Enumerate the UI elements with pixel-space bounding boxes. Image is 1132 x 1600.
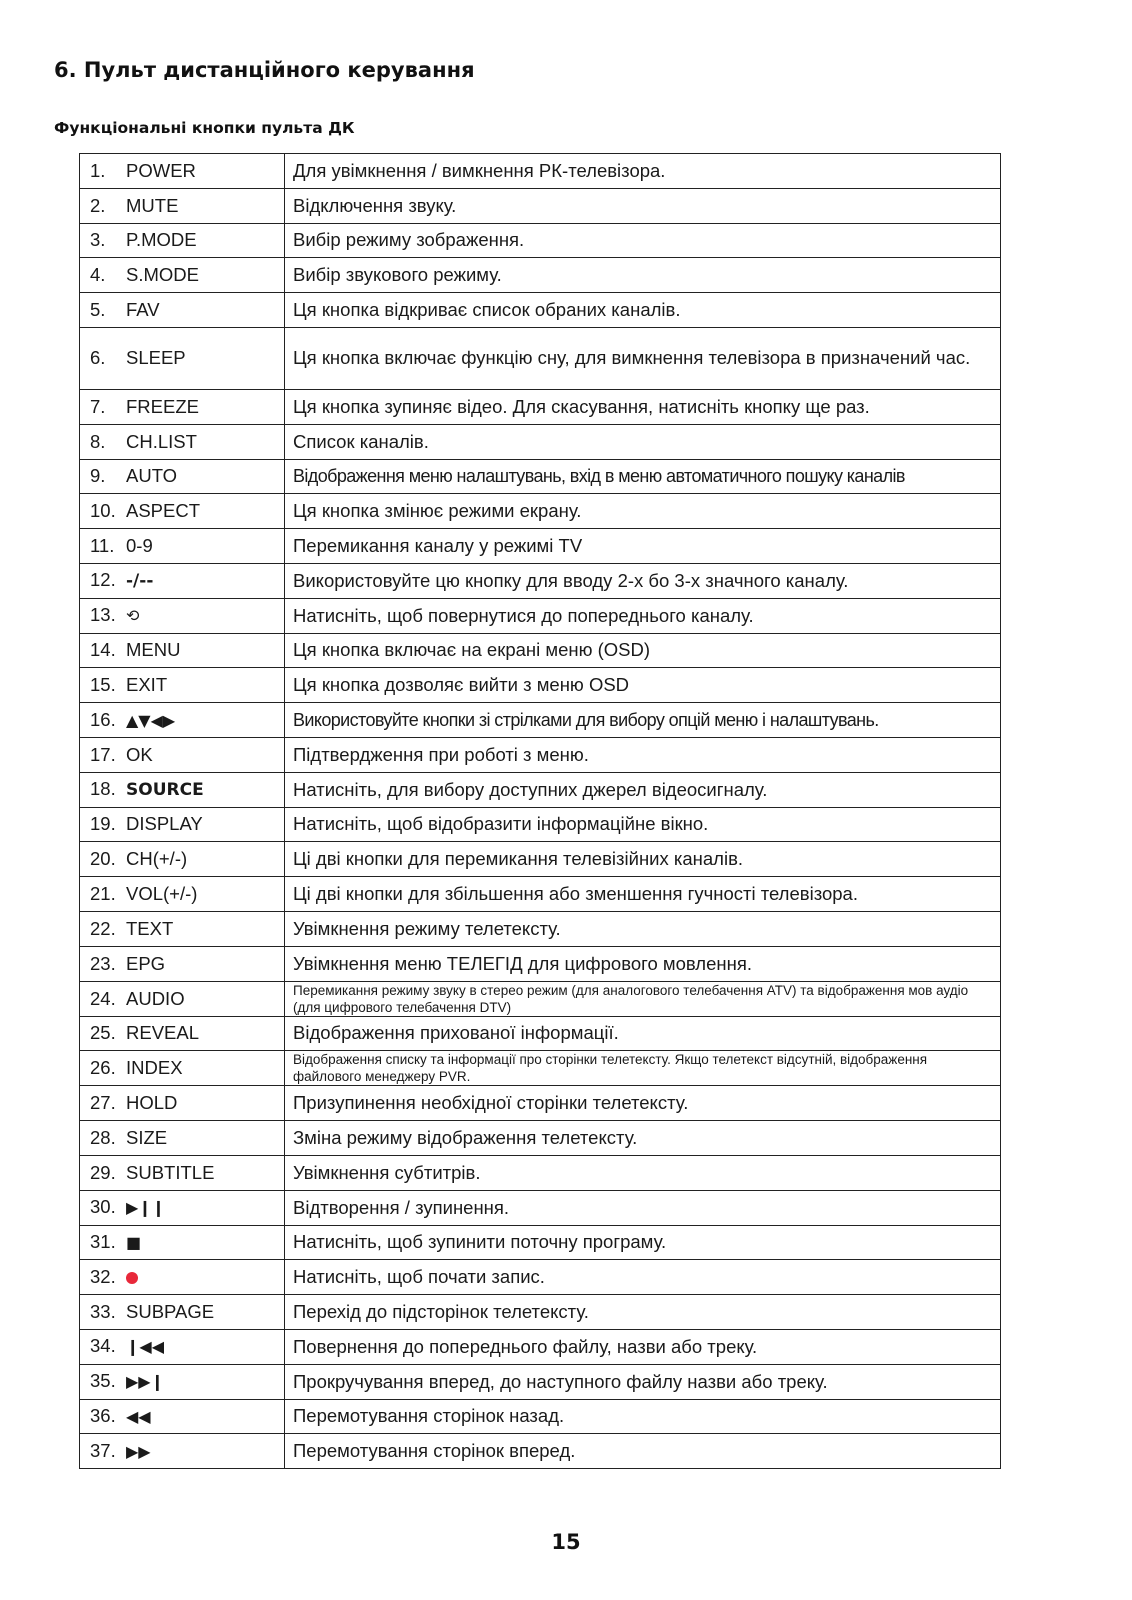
row-number: 35. xyxy=(90,1370,116,1392)
key-cell xyxy=(80,842,285,877)
table-row xyxy=(80,598,1001,633)
row-number: 9. xyxy=(90,465,106,487)
table-row xyxy=(80,494,1001,529)
key-label: FREEZE xyxy=(126,395,199,417)
description-cell: Відключення звуку. xyxy=(285,188,1001,223)
description-cell: Увімкнення режиму телетексту. xyxy=(285,911,1001,946)
table-row xyxy=(80,223,1001,258)
key-cell xyxy=(80,737,285,772)
description-cell: Використовуйте кнопки зі стрілками для вибору опцій меню і налаштувань. xyxy=(285,703,1001,738)
key-cell xyxy=(80,703,285,738)
key-cell xyxy=(80,911,285,946)
table-row xyxy=(80,703,1001,738)
description-cell: Перехід до підсторінок телетексту. xyxy=(285,1295,1001,1330)
key-label: DISPLAY xyxy=(126,813,203,835)
description-cell: Для увімкнення / вимкнення РК-телевізора. xyxy=(285,154,1001,189)
record-dot-icon xyxy=(126,1272,138,1284)
key-label: S.MODE xyxy=(126,264,199,286)
table-row xyxy=(80,1155,1001,1190)
key-label: CH(+/-) xyxy=(126,848,188,870)
key-cell xyxy=(80,807,285,842)
page-number: 15 xyxy=(551,1530,581,1554)
row-number: 36. xyxy=(90,1404,116,1426)
row-number: 25. xyxy=(90,1022,116,1044)
table-row xyxy=(80,1190,1001,1225)
description-cell: Увімкнення субтитрів. xyxy=(285,1155,1001,1190)
description-cell: Ця кнопка включає функцію сну, для вимкнення телевізора в призначений час. xyxy=(285,327,1001,389)
key-label: HOLD xyxy=(126,1092,178,1114)
table-row xyxy=(80,1225,1001,1260)
key-cell xyxy=(80,1051,285,1086)
key-cell xyxy=(80,668,285,703)
row-number: 5. xyxy=(90,299,106,321)
key-label: ▶▶❙ xyxy=(126,1372,165,1392)
row-number: 14. xyxy=(90,639,116,661)
row-number: 34. xyxy=(90,1335,116,1357)
table-row xyxy=(80,668,1001,703)
key-cell xyxy=(80,494,285,529)
table-row xyxy=(80,1121,1001,1156)
key-label: ⟲ xyxy=(126,606,140,626)
key-label: INDEX xyxy=(126,1057,183,1079)
description-cell: Призупинення необхідної сторінки телетексту. xyxy=(285,1086,1001,1121)
key-cell xyxy=(80,389,285,424)
row-number: 33. xyxy=(90,1301,116,1322)
table-row xyxy=(80,293,1001,328)
key-cell xyxy=(80,1364,285,1399)
row-number: 27. xyxy=(90,1092,116,1114)
description-cell: Ця кнопка відкриває список обраних каналів. xyxy=(285,293,1001,328)
row-number: 29. xyxy=(90,1161,116,1183)
description-cell: Натисніть, щоб відобразити інформаційне вікно. xyxy=(285,807,1001,842)
description-cell: Ця кнопка змінює режими екрану. xyxy=(285,494,1001,529)
row-number: 11. xyxy=(90,535,115,557)
key-label: ASPECT xyxy=(126,500,201,522)
description-cell: Ця кнопка включає на екрані меню (OSD) xyxy=(285,633,1001,668)
key-cell xyxy=(80,154,285,189)
key-label: 0-9 xyxy=(126,535,153,557)
description-cell: Використовуйте цю кнопку для вводу 2-х бо 3-х значного каналу. xyxy=(285,563,1001,598)
key-label: -/-- xyxy=(126,571,154,592)
row-number: 15. xyxy=(90,674,116,696)
row-number: 28. xyxy=(90,1127,116,1149)
key-cell xyxy=(80,258,285,293)
table-row xyxy=(80,1086,1001,1121)
row-number: 22. xyxy=(90,917,116,939)
key-label: AUDIO xyxy=(126,987,185,1009)
key-label: SIZE xyxy=(126,1127,168,1149)
table-row xyxy=(80,1295,1001,1330)
key-label: ▶▶ xyxy=(126,1441,151,1461)
table-row xyxy=(80,911,1001,946)
key-cell xyxy=(80,772,285,807)
key-label: REVEAL xyxy=(126,1022,200,1044)
description-cell: Перемотування сторінок назад. xyxy=(285,1399,1001,1434)
key-cell xyxy=(80,424,285,459)
description-cell: Відтворення / зупинення. xyxy=(285,1190,1001,1225)
description-cell: Вибір звукового режиму. xyxy=(285,258,1001,293)
row-number: 8. xyxy=(90,430,106,452)
table-row xyxy=(80,1399,1001,1434)
table-row xyxy=(80,1260,1001,1295)
row-number: 13. xyxy=(90,604,116,626)
key-label: EPG xyxy=(126,952,166,974)
description-cell: Підтвердження при роботі з меню. xyxy=(285,737,1001,772)
key-cell xyxy=(80,293,285,328)
table-row xyxy=(80,981,1001,1016)
row-number: 2. xyxy=(90,194,106,216)
row-number: 4. xyxy=(90,264,106,286)
key-cell xyxy=(80,223,285,258)
key-label: SUBTITLE xyxy=(126,1161,215,1183)
key-label: TEXT xyxy=(126,917,174,939)
description-cell: Список каналів. xyxy=(285,424,1001,459)
table-row xyxy=(80,459,1001,494)
key-label: MENU xyxy=(126,639,181,661)
key-label: P.MODE xyxy=(126,229,197,251)
key-cell xyxy=(80,459,285,494)
table-row xyxy=(80,737,1001,772)
remote-buttons-table xyxy=(79,153,1001,1469)
description-cell: Відображення прихованої інформації. xyxy=(285,1016,1001,1051)
description-cell: Відображення меню налаштувань, вхід в меню автоматичного пошуку каналів xyxy=(285,459,1001,494)
key-label: EXIT xyxy=(126,674,168,696)
key-cell xyxy=(80,1295,285,1330)
key-cell xyxy=(80,1121,285,1156)
description-cell: Перемотування сторінок вперед. xyxy=(285,1434,1001,1469)
row-number: 17. xyxy=(90,743,116,765)
key-label: ❙◀◀ xyxy=(126,1337,165,1357)
table-row xyxy=(80,563,1001,598)
table-row xyxy=(80,154,1001,189)
table-row xyxy=(80,877,1001,912)
key-label: ◀◀ xyxy=(126,1406,151,1426)
description-cell: Увімкнення меню ТЕЛЕГІД для цифрового мовлення. xyxy=(285,946,1001,981)
table-row xyxy=(80,1434,1001,1469)
description-cell: Натисніть, для вибору доступних джерел відеосигналу. xyxy=(285,772,1001,807)
description-cell: Ці дві кнопки для збільшення або зменшення гучності телевізора. xyxy=(285,877,1001,912)
key-cell xyxy=(80,327,285,389)
key-cell xyxy=(80,1399,285,1434)
key-label: ▶❙❙ xyxy=(126,1198,166,1218)
table-row xyxy=(80,258,1001,293)
key-label: VOL(+/-) xyxy=(126,883,198,905)
key-label: SLEEP xyxy=(126,347,186,369)
table-row xyxy=(80,1364,1001,1399)
table-row xyxy=(80,327,1001,389)
key-cell xyxy=(80,946,285,981)
description-cell: Натисніть, щоб повернутися до попереднього каналу. xyxy=(285,598,1001,633)
description-cell: Перемикання каналу у режимі TV xyxy=(285,529,1001,564)
table-row xyxy=(80,389,1001,424)
key-label: FAV xyxy=(126,299,160,321)
table-row xyxy=(80,946,1001,981)
table-row xyxy=(80,1329,1001,1364)
description-cell: Повернення до попереднього файлу, назви або треку. xyxy=(285,1329,1001,1364)
key-label: SUBPAGE xyxy=(126,1301,215,1322)
key-label: POWER xyxy=(126,159,196,181)
table-row xyxy=(80,424,1001,459)
key-cell xyxy=(80,1155,285,1190)
row-number: 23. xyxy=(90,952,116,974)
description-cell: Натисніть, щоб зупинити поточну програму. xyxy=(285,1225,1001,1260)
key-cell xyxy=(80,1260,285,1295)
remote-buttons-table-body xyxy=(80,154,1001,1469)
row-number: 21. xyxy=(90,883,116,905)
key-cell xyxy=(80,1434,285,1469)
table-row xyxy=(80,772,1001,807)
key-cell xyxy=(80,529,285,564)
key-cell xyxy=(80,1190,285,1225)
key-cell xyxy=(80,188,285,223)
key-label: MUTE xyxy=(126,194,179,216)
description-cell: Прокручування вперед, до наступного файлу назви або треку. xyxy=(285,1364,1001,1399)
key-label: ■ xyxy=(126,1232,142,1252)
table-row xyxy=(80,1016,1001,1051)
section-subheading: Функціональні кнопки пульта ДК xyxy=(54,119,355,137)
row-number: 10. xyxy=(90,500,116,522)
row-number: 37. xyxy=(90,1439,116,1461)
key-cell xyxy=(80,981,285,1016)
row-number: 12. xyxy=(90,569,116,591)
description-cell: Ці дві кнопки для перемикання телевізійних каналів. xyxy=(285,842,1001,877)
description-cell: Зміна режиму відображення телетексту. xyxy=(285,1121,1001,1156)
description-cell: Натисніть, щоб почати запис. xyxy=(285,1260,1001,1295)
row-number: 18. xyxy=(90,778,116,800)
key-label: AUTO xyxy=(126,465,178,487)
key-label: ▲▼◀▶ xyxy=(126,710,176,730)
key-cell xyxy=(80,1016,285,1051)
row-number: 3. xyxy=(90,229,106,251)
description-cell: Ця кнопка дозволяє вийти з меню OSD xyxy=(285,668,1001,703)
row-number: 20. xyxy=(90,848,116,870)
key-label: CH.LIST xyxy=(126,430,197,452)
row-number: 7. xyxy=(90,395,106,417)
table-row xyxy=(80,1051,1001,1086)
row-number: 16. xyxy=(90,708,116,730)
table-row xyxy=(80,188,1001,223)
description-cell: Перемикання режиму звуку в стерео режим (для аналогового телебачення ATV) та відображення мов аудіо (для цифрового телебачення DTV) xyxy=(285,981,1001,1016)
key-cell xyxy=(80,877,285,912)
row-number: 32. xyxy=(90,1266,116,1288)
table-row xyxy=(80,807,1001,842)
table-row xyxy=(80,529,1001,564)
key-label: OK xyxy=(126,743,153,765)
row-number: 30. xyxy=(90,1196,116,1218)
key-cell xyxy=(80,633,285,668)
page-heading: 6. Пульт дистанційного керування xyxy=(54,58,475,82)
description-cell: Вибір режиму зображення. xyxy=(285,223,1001,258)
description-cell: Ця кнопка зупиняє відео. Для скасування, натисніть кнопку ще раз. xyxy=(285,389,1001,424)
table-row xyxy=(80,842,1001,877)
row-number: 6. xyxy=(90,347,106,369)
row-number: 31. xyxy=(90,1230,116,1252)
key-cell xyxy=(80,1086,285,1121)
row-number: 19. xyxy=(90,813,116,835)
key-label: SOURCE xyxy=(126,780,204,801)
row-number: 26. xyxy=(90,1057,116,1079)
key-cell xyxy=(80,563,285,598)
key-cell xyxy=(80,1225,285,1260)
row-number: 1. xyxy=(90,159,106,181)
key-cell xyxy=(80,1329,285,1364)
key-cell xyxy=(80,598,285,633)
row-number: 24. xyxy=(90,987,116,1009)
table-row xyxy=(80,633,1001,668)
description-cell: Відображення списку та інформації про сторінки телетексту. Якщо телетекст відсутній, відображення файлового менеджеру PVR. xyxy=(285,1051,1001,1086)
